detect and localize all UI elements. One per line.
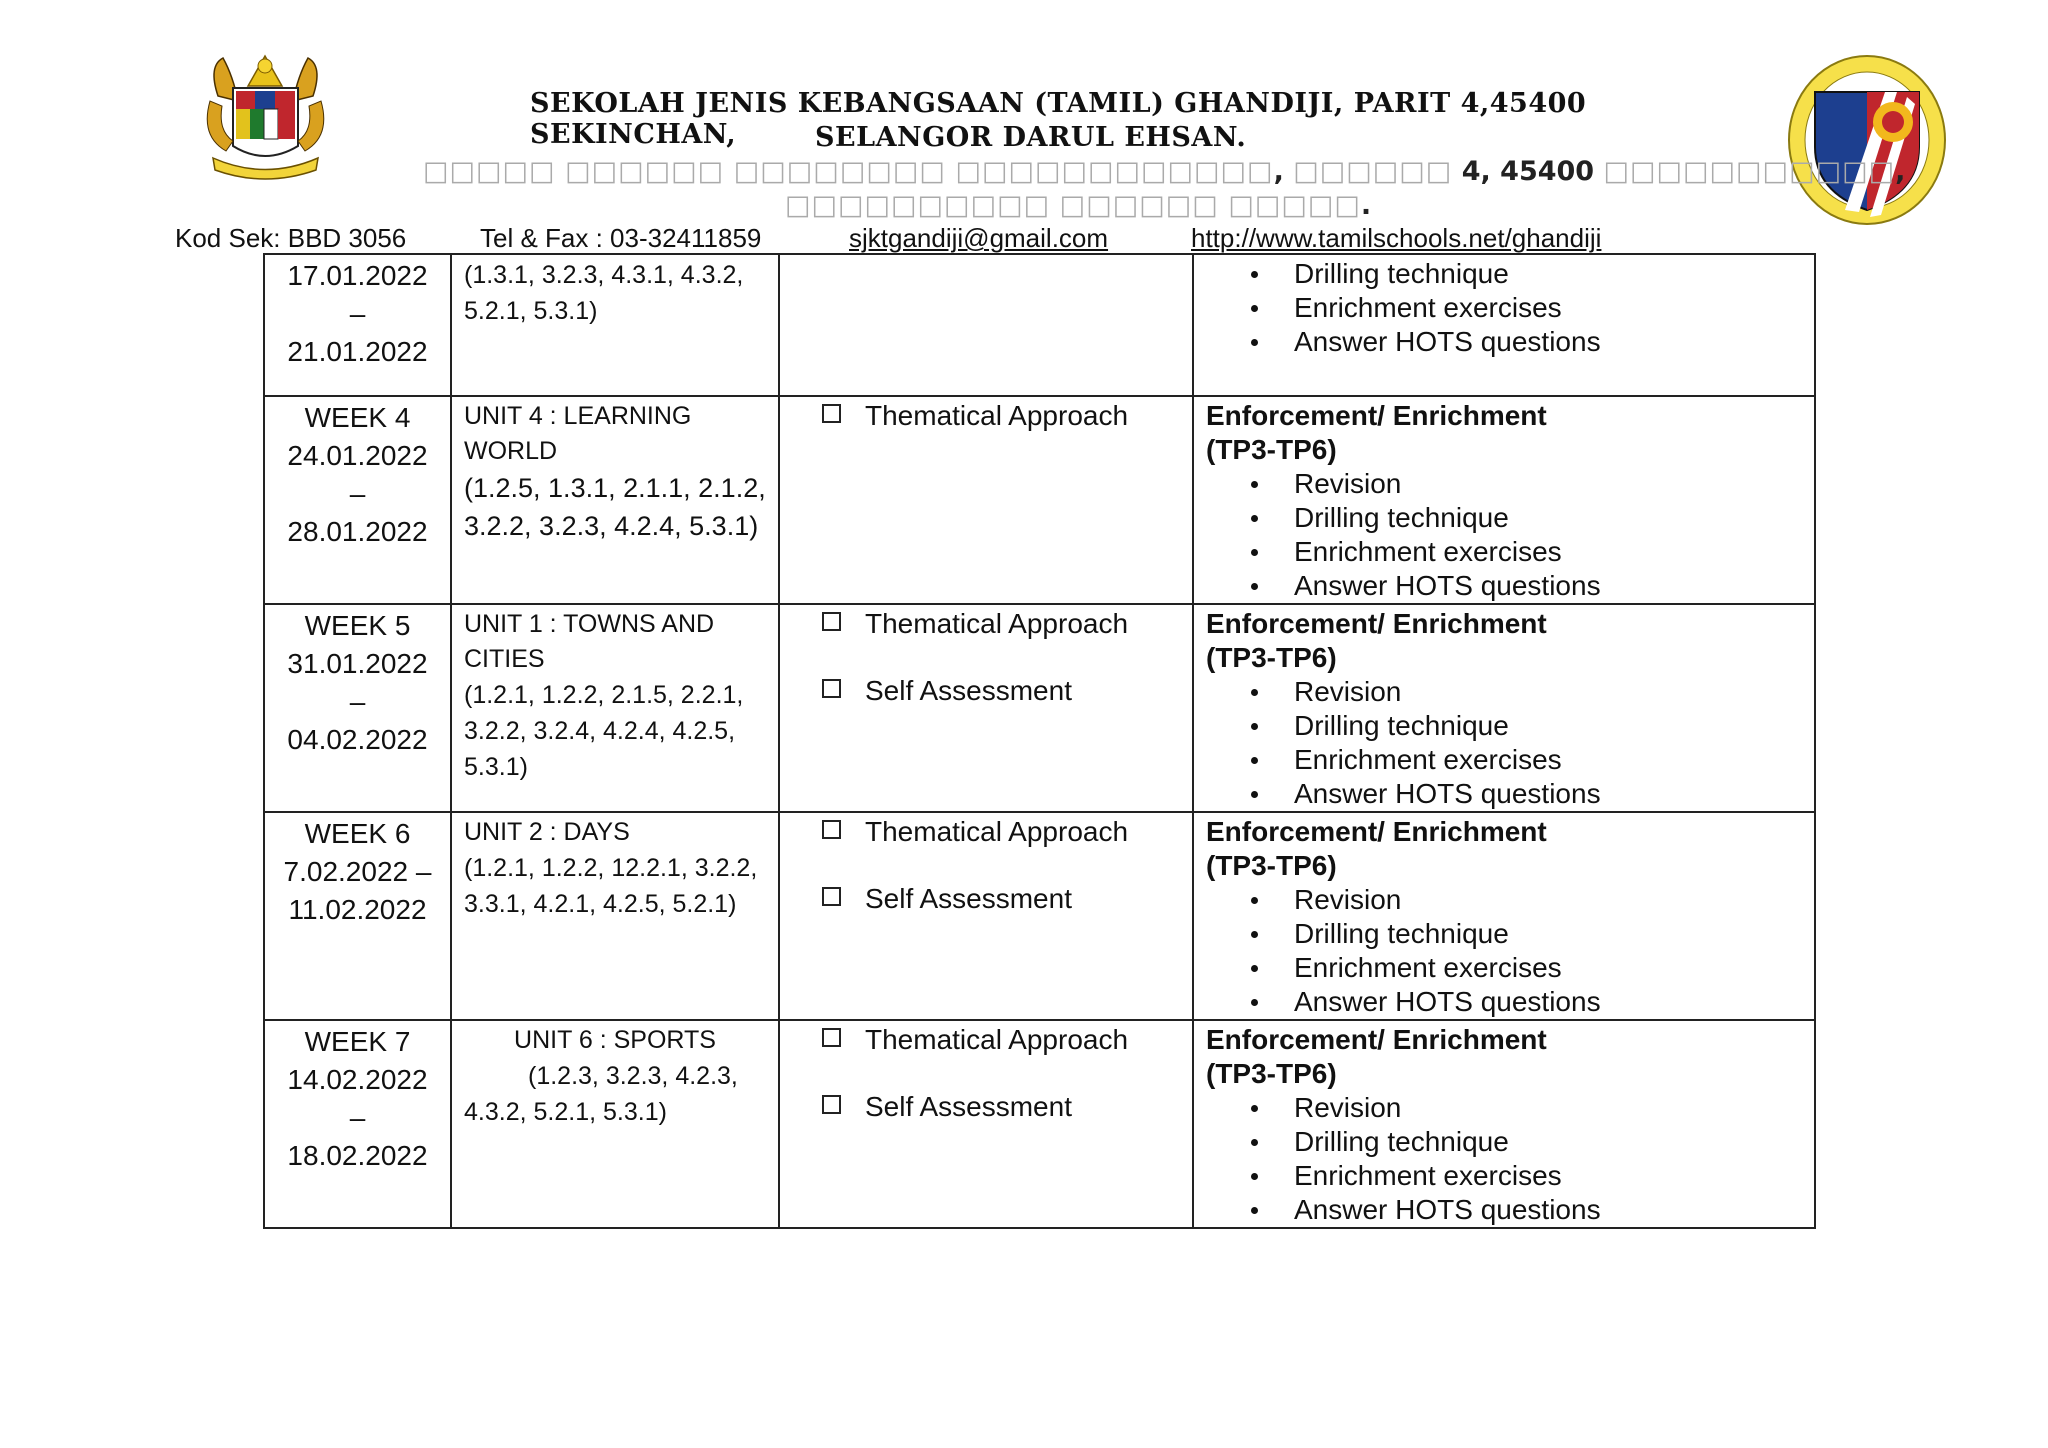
- activity-list: [1206, 1091, 1802, 1227]
- activity-list: [1206, 257, 1802, 359]
- school-name-tamil-line-2: [785, 190, 1485, 221]
- list-item: Answer HOTS questions: [1294, 985, 1802, 1019]
- enrichment-level: (TP3-TP6): [1206, 434, 1337, 465]
- list-item: Drilling technique: [1294, 917, 1802, 951]
- list-item: Answer HOTS questions: [1294, 325, 1802, 359]
- missing-glyphs: □□□□□□□□□□ □□□□□□ □□□□□: [785, 190, 1361, 221]
- enrichment-cell: [1193, 604, 1815, 812]
- approach-label: Self Assessment: [865, 1091, 1072, 1122]
- list-item: Drilling technique: [1294, 1125, 1802, 1159]
- postcode-text: 4, 45400: [1452, 156, 1604, 187]
- list-item: Revision: [1294, 1091, 1802, 1125]
- learning-standard-codes: (1.3.1, 3.2.3, 4.3.1, 4.3.2, 5.2.1, 5.3.1): [464, 261, 744, 325]
- approach-label: Self Assessment: [865, 675, 1072, 706]
- date-end: 11.02.2022: [288, 894, 427, 925]
- list-item: Answer HOTS questions: [1294, 777, 1802, 811]
- approach-item: [822, 882, 1180, 916]
- period: .: [1360, 190, 1372, 221]
- enrichment-level: (TP3-TP6): [1206, 850, 1337, 881]
- approach-item: [822, 674, 1180, 708]
- unit-title: UNIT 2 : DAYS: [464, 818, 630, 846]
- week-cell: [264, 604, 451, 812]
- dash: –: [349, 298, 366, 329]
- table-row: [264, 1020, 1815, 1228]
- approach-item: [822, 815, 1180, 849]
- unit-title: UNIT 6 : SPORTS: [514, 1026, 716, 1054]
- activity-list: [1206, 883, 1802, 1019]
- week: WEEK 4: [304, 402, 411, 433]
- approach-item: [822, 1090, 1180, 1124]
- checkbox-icon: [822, 612, 841, 631]
- approach-item: [822, 399, 1180, 433]
- school-name-line-1: SEKOLAH JENIS KEBANGSAAN (TAMIL) GHANDIJI, PARIT 4,45400 SEKINCHAN,: [530, 88, 1587, 150]
- date-end: 28.01.2022: [287, 516, 428, 547]
- list-item: Drilling technique: [1294, 257, 1802, 291]
- list-item: Enrichment exercises: [1294, 535, 1802, 569]
- enrichment-cell: [1193, 254, 1815, 396]
- website-link[interactable]: http://www.tamilschools.net/ghandiji: [1191, 223, 1602, 253]
- learning-standard-codes: (1.2.1, 1.2.2, 2.1.5, 2.2.1, 3.2.2, 3.2.4, 4.2.4, 4.2.5, 5.3.1): [464, 681, 744, 781]
- approach-label: Thematical Approach: [865, 1024, 1129, 1055]
- checkbox-icon: [822, 1095, 841, 1114]
- approach-cell: [779, 396, 1193, 604]
- table-row: [264, 396, 1815, 604]
- approach-cell: [779, 254, 1193, 396]
- unit-cell: [451, 254, 779, 396]
- date-start: 24.01.2022: [287, 440, 428, 471]
- learning-standard-codes: (1.2.3, 3.2.3, 4.2.3, 4.3.2, 5.2.1, 5.3.1): [464, 1062, 738, 1126]
- comma: ,: [1895, 156, 1906, 187]
- table-row: [264, 254, 1815, 396]
- dash: –: [349, 1102, 366, 1133]
- activity-list: [1206, 467, 1802, 603]
- list-item: Answer HOTS questions: [1294, 569, 1802, 603]
- malaysia-coat-of-arms-logo: [188, 46, 343, 186]
- unit-title: UNIT 4 : LEARNING WORLD: [464, 402, 692, 465]
- checkbox-icon: [822, 679, 841, 698]
- lesson-plan-table: [263, 253, 1816, 1229]
- week: WEEK 6: [304, 818, 411, 849]
- enrichment-level: (TP3-TP6): [1206, 1058, 1337, 1089]
- tel-fax: Tel & Fax : 03-32411859: [480, 223, 762, 253]
- enrichment-title: Enforcement/ Enrichment: [1206, 400, 1547, 431]
- table-row: [264, 812, 1815, 1020]
- approach-cell: [779, 604, 1193, 812]
- date-start: 7.02.2022 –: [283, 856, 432, 887]
- list-item: Revision: [1294, 675, 1802, 709]
- school-code: Kod Sek: BBD 3056: [175, 223, 407, 253]
- week: WEEK 5: [304, 610, 411, 641]
- unit-title: UNIT 1 : TOWNS AND CITIES: [464, 610, 715, 673]
- missing-glyphs: □□□□□□: [1293, 156, 1453, 187]
- learning-standard-codes: (1.2.5, 1.3.1, 2.1.1, 2.1.2, 3.2.2, 3.2.3, 4.2.4, 5.3.1): [464, 473, 766, 541]
- enrichment-cell: [1193, 396, 1815, 604]
- table-row: [264, 604, 1815, 812]
- enrichment-title: Enforcement/ Enrichment: [1206, 1024, 1547, 1055]
- missing-glyphs: □□□□□□□□□□□: [1603, 156, 1896, 187]
- missing-glyphs: □□□□□ □□□□□□ □□□□□□□□ □□□□□□□□□□□□: [423, 156, 1274, 187]
- enrichment-title: Enforcement/ Enrichment: [1206, 816, 1547, 847]
- enrichment-title: Enforcement/ Enrichment: [1206, 608, 1547, 639]
- date-start: 17.01.2022: [287, 260, 428, 291]
- checkbox-icon: [822, 887, 841, 906]
- school-badge-logo: [1785, 52, 1950, 227]
- date-start: 31.01.2022: [287, 648, 428, 679]
- enrichment-cell: [1193, 1020, 1815, 1228]
- email-link[interactable]: sjktgandiji@gmail.com: [849, 223, 1109, 253]
- approach-label: Thematical Approach: [865, 400, 1129, 431]
- list-item: Answer HOTS questions: [1294, 1193, 1802, 1227]
- checkbox-icon: [822, 404, 841, 423]
- dash: –: [349, 478, 366, 509]
- unit-cell: [451, 604, 779, 812]
- approach-item: [822, 607, 1180, 641]
- date-start: 14.02.2022: [287, 1064, 428, 1095]
- list-item: Revision: [1294, 883, 1802, 917]
- approach-item: [822, 1023, 1180, 1057]
- list-item: Enrichment exercises: [1294, 1159, 1802, 1193]
- comma: ,: [1273, 156, 1294, 187]
- unit-cell: [451, 1020, 779, 1228]
- list-item: Drilling technique: [1294, 709, 1802, 743]
- checkbox-icon: [822, 1028, 841, 1047]
- dash: –: [349, 686, 366, 717]
- week-cell: [264, 1020, 451, 1228]
- approach-cell: [779, 1020, 1193, 1228]
- approach-cell: [779, 812, 1193, 1020]
- enrichment-level: (TP3-TP6): [1206, 642, 1337, 673]
- school-name-tamil-line-1: [423, 156, 1906, 187]
- approach-label: Thematical Approach: [865, 816, 1129, 847]
- learning-standard-codes: (1.2.1, 1.2.2, 12.2.1, 3.2.2, 3.3.1, 4.2.1, 4.2.5, 5.2.1): [464, 854, 758, 918]
- date-end: 18.02.2022: [287, 1140, 428, 1171]
- approach-label: Thematical Approach: [865, 608, 1129, 639]
- date-end: 04.02.2022: [287, 724, 428, 755]
- week-cell: [264, 812, 451, 1020]
- list-item: Enrichment exercises: [1294, 291, 1802, 325]
- unit-cell: [451, 812, 779, 1020]
- activity-list: [1206, 675, 1802, 811]
- week: WEEK 7: [304, 1026, 411, 1057]
- enrichment-cell: [1193, 812, 1815, 1020]
- list-item: Drilling technique: [1294, 501, 1802, 535]
- week-cell: [264, 254, 451, 396]
- list-item: Revision: [1294, 467, 1802, 501]
- unit-cell: [451, 396, 779, 604]
- week-cell: [264, 396, 451, 604]
- school-name-line-2: SELANGOR DARUL EHSAN.: [815, 122, 1247, 153]
- checkbox-icon: [822, 820, 841, 839]
- approach-label: Self Assessment: [865, 883, 1072, 914]
- date-end: 21.01.2022: [287, 336, 428, 367]
- list-item: Enrichment exercises: [1294, 951, 1802, 985]
- list-item: Enrichment exercises: [1294, 743, 1802, 777]
